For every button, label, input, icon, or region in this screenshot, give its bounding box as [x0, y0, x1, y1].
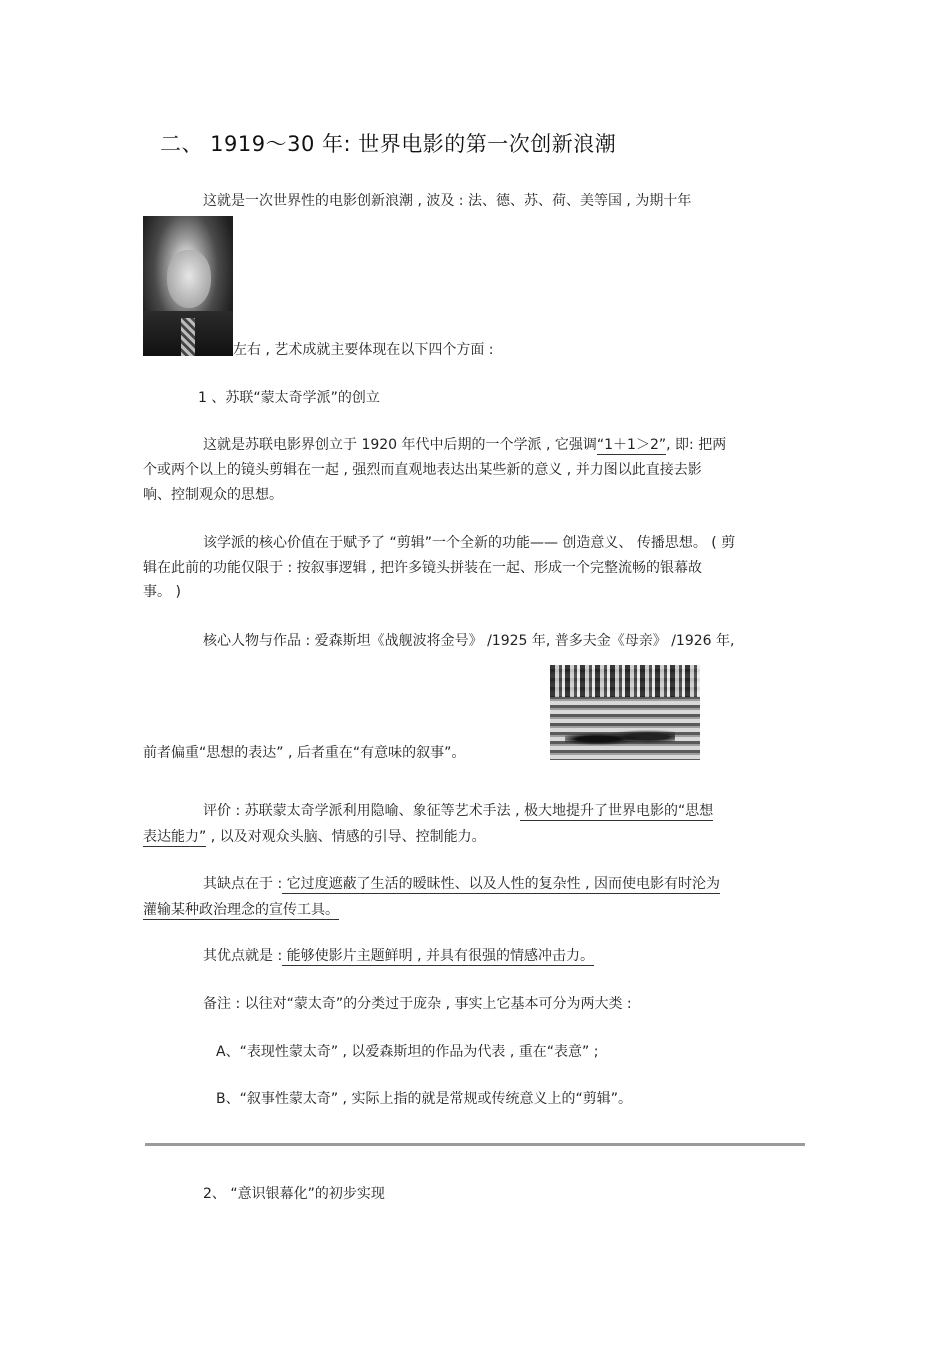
paragraph-2-line-3: 事。 )	[143, 584, 181, 600]
page-title: 二、 1919～30 年: 世界电影的第一次创新浪潮	[160, 132, 617, 156]
paragraph-2-line-1: 该学派的核心价值在于赋予了 “剪辑”一个全新的功能—— 创造意义、 传播思想。 ( 剪	[203, 535, 736, 551]
portrait-photo	[143, 216, 233, 356]
paragraph-5-line-1: 其缺点在于 : 它过度遮蔽了生活的暧昧性、以及人性的复杂性 , 因而使电影有时沦为	[203, 876, 720, 892]
paragraph-1-line-1: 这就是苏联电影界创立于 1920 年代中后期的一个学派 , 它强调“1＋1＞2”, 即: 把两	[203, 437, 727, 453]
item-b: B、“叙事性蒙太奇” , 实际上指的就是常规或传统意义上的“剪辑”。	[216, 1091, 632, 1107]
intro-line-2: 左右 , 艺术成就主要体现在以下四个方面 :	[233, 342, 494, 358]
section-1-heading: 1 、苏联“蒙太奇学派”的创立	[198, 390, 380, 406]
section-2-heading: 2、 “意识银幕化”的初步实现	[203, 1186, 385, 1202]
paragraph-4-line-1: 评价 : 苏联蒙太奇学派利用隐喻、象征等艺术手法 , 极大地提升了世界电影的“思想	[203, 803, 714, 819]
paragraph-6: 其优点就是 : 能够使影片主题鲜明 , 并具有很强的情感冲击力。	[203, 948, 594, 964]
paragraph-2-line-2: 辑在此前的功能仅限于 : 按叙事逻辑 , 把许多镜头拼装在一起、形成一个完整流畅的银幕故	[143, 560, 702, 576]
section-divider	[145, 1143, 805, 1146]
paragraph-1-line-2: 个或两个以上的镜头剪辑在一起 , 强烈而直观地表达出某些新的意义 , 并力图以此直接去影	[143, 462, 702, 478]
item-a: A、“表现性蒙太奇” , 以爱森斯坦的作品为代表 , 重在“表意” ;	[216, 1044, 599, 1060]
paragraph-1-line-3: 响、控制观众的思想。	[143, 487, 283, 503]
paragraph-3-line-1: 核心人物与作品 : 爱森斯坦《战舰波将金号》 /1925 年, 普多夫金《母亲》 /1926 年,	[203, 633, 735, 649]
note: 备注 : 以往对“蒙太奇”的分类过于庞杂 , 事实上它基本可分为两大类 :	[203, 996, 632, 1012]
paragraph-5-line-2: 灌输某种政治理念的宣传工具。	[143, 902, 339, 918]
paragraph-3-line-2: 前者偏重“思想的表达” , 后者重在“有意味的叙事”。	[143, 745, 466, 761]
paragraph-4-line-2: 表达能力” , 以及对观众头脑、情感的引导、控制能力。	[143, 829, 486, 845]
intro-line-1: 这就是一次世界性的电影创新浪潮 , 波及 : 法、德、苏、荷、美等国 , 为期十年	[203, 193, 692, 209]
film-still-photo	[550, 665, 700, 760]
